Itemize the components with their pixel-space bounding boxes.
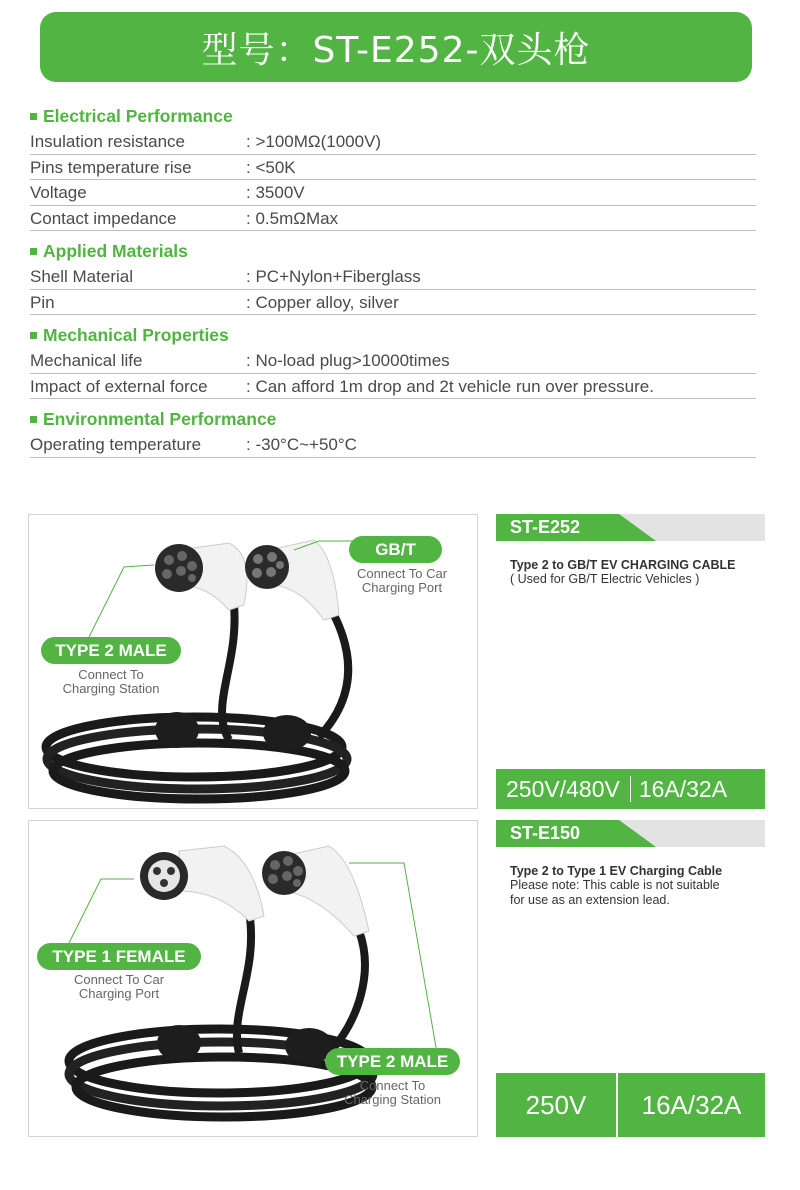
spec-value: : Can afford 1m drop and 2t vehicle run over pressure.	[246, 374, 654, 399]
spec-row	[30, 180, 756, 206]
spec-key: Voltage	[30, 183, 87, 202]
spec-row	[30, 129, 756, 155]
spec-value: : -30°C~+50°C	[246, 432, 357, 457]
label-type-1-female: TYPE 1 FEMALE	[37, 943, 201, 970]
voltage-rating: 250V/480V	[506, 775, 620, 802]
spec-key: Pin	[30, 292, 55, 312]
spec-value: : <50K	[246, 155, 296, 180]
spec-value: : PC+Nylon+Fiberglass	[246, 264, 421, 289]
spec-key: Impact of external force	[30, 376, 208, 396]
spec-value: : 3500V	[246, 180, 305, 205]
caption-line: Charging Port	[361, 580, 443, 595]
rating-bar	[496, 769, 765, 809]
spec-row	[30, 155, 756, 181]
label-gbt: GB/T	[349, 536, 442, 563]
square-bullet-icon	[30, 113, 37, 120]
square-bullet-icon	[30, 416, 37, 423]
product-image-st-e252	[28, 514, 478, 809]
product-title: Type 2 to Type 1 EV Charging Cable	[510, 864, 723, 878]
spec-value: : Copper alloy, silver	[246, 290, 399, 315]
label-type-2-male: TYPE 2 MALE	[325, 1048, 460, 1075]
spec-key: Mechanical life	[30, 351, 143, 370]
product-info-st-e150	[496, 820, 765, 908]
caption-line: Charging Station	[62, 681, 160, 696]
model-header	[496, 514, 765, 541]
caption-line: Connect To Car	[73, 972, 165, 987]
square-bullet-icon	[30, 248, 37, 255]
current-rating: 16A/32A	[638, 775, 728, 802]
label-type-2-male: TYPE 2 MALE	[41, 637, 181, 664]
current-rating: 16A/32A	[641, 1089, 742, 1120]
spec-sheet	[30, 104, 756, 458]
rating-bar	[496, 1073, 765, 1137]
spec-value: : 0.5mΩMax	[246, 206, 338, 231]
spec-row	[30, 374, 756, 400]
spec-key: Shell Material	[30, 267, 133, 286]
product-title: Type 2 to GB/T EV CHARGING CABLE	[510, 558, 736, 572]
caption-line: Connect To Car	[356, 566, 448, 581]
product-info-st-e252	[496, 514, 765, 587]
square-bullet-icon	[30, 332, 37, 339]
spec-row	[30, 290, 756, 316]
product-image-st-e150	[28, 820, 478, 1137]
caption-line: Charging Station	[344, 1092, 441, 1107]
caption-line: Connect To	[359, 1078, 426, 1093]
section-heading: Mechanical Properties	[30, 323, 756, 348]
spec-key: Operating temperature	[30, 435, 202, 454]
spec-key: Contact impedance	[30, 208, 177, 228]
spec-key: Insulation resistance	[30, 132, 185, 151]
page-title: 型号：ST-E252-双头枪	[40, 12, 752, 82]
section-heading: Electrical Performance	[30, 104, 756, 129]
section-heading: Environmental Performance	[30, 407, 756, 432]
product-note: Please note: This cable is not suitable	[510, 878, 720, 892]
model-label: ST-E150	[510, 823, 581, 843]
product-subtitle: ( Used for GB/T Electric Vehicles )	[510, 572, 700, 586]
section-heading: Applied Materials	[30, 239, 756, 264]
spec-row	[30, 264, 756, 290]
spec-row	[30, 206, 756, 232]
spec-row	[30, 348, 756, 374]
model-header	[496, 820, 765, 847]
voltage-rating: 250V	[525, 1089, 587, 1120]
spec-value: : No-load plug>10000times	[246, 348, 450, 373]
spec-value: : >100MΩ(1000V)	[246, 129, 381, 154]
caption-line: Charging Port	[78, 986, 160, 1001]
spec-key: Pins temperature rise	[30, 157, 192, 177]
model-label: ST-E252	[510, 517, 581, 537]
product-note: for use as an extension lead.	[510, 893, 670, 907]
caption-line: Connect To	[78, 667, 144, 682]
spec-row	[30, 432, 756, 458]
